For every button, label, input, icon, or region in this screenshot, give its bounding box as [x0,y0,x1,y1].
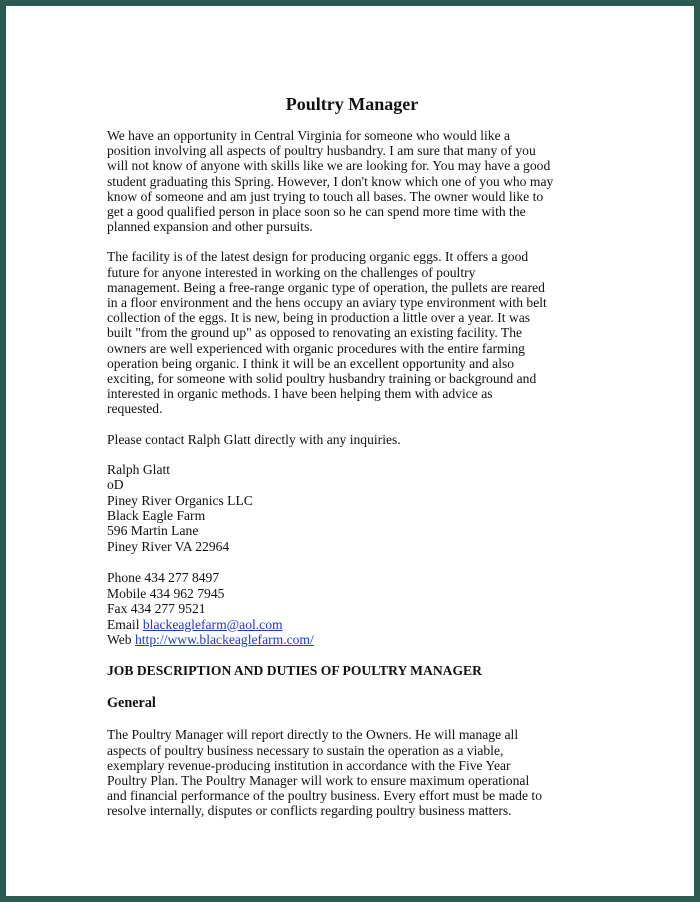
facility-line: owners are well experienced with organic procedures with the entire farming [107,340,525,356]
contact-note-text: Please contact Ralph Glatt directly with any inquiries. [107,431,401,447]
page-title: Poultry Manager [285,94,419,114]
phone-number: Phone 434 277 8497 [107,570,220,586]
general-heading: General [107,695,156,712]
general-line: Poultry Plan. The Poultry Manager will work to ensure maximum operational [107,772,530,788]
facility-line: exciting, for someone with solid poultry husbandry training or background and [107,371,537,387]
facility-line: requested. [107,401,163,417]
mailing-address [107,462,597,554]
fax-number: Fax 434 277 9521 [107,601,206,617]
intro-line: student graduating this Spring. However, I don't know which one of you who may [107,173,554,189]
facility-paragraph [107,249,597,416]
address-company: Piney River Organics LLC [107,492,253,508]
general-line: exemplary revenue-producing institution in accordance with the Five Year [107,757,511,773]
contact-details [107,570,597,647]
intro-line: know of someone and am just trying to touch all bases. The owner would like to [107,188,544,204]
email-line [107,617,597,632]
address-name: Ralph Glatt [107,461,171,477]
facility-line: The facility is of the latest design for producing organic eggs. It offers a good [107,249,529,265]
general-line: resolve internally, disputes or conflicts regarding poultry business matters. [107,803,512,819]
mobile-number: Mobile 434 962 7945 [107,585,225,601]
email-link[interactable]: blackeaglefarm@aol.com [142,616,283,632]
document-content [107,93,597,834]
web-label: Web [107,631,135,647]
general-line: The Poultry Manager will report directly to the Owners. He will manage all [107,727,519,743]
general-line: and financial performance of the poultry business. Every effort must be made to [107,788,542,804]
facility-line: collection of the eggs. It is new, being in production a little over a year. It was [107,310,531,326]
intro-line: will not know of anyone with skills like we are looking for. You may have a good [107,158,551,174]
intro-paragraph [107,128,597,234]
contact-note [107,432,597,447]
facility-line: management. Being a free-range organic type of operation, the pullets are reared [107,279,545,295]
intro-line: get a good qualified person in place soon so he can spend more time with the [107,204,526,220]
intro-line: We have an opportunity in Central Virginia for someone who would like a [107,128,511,143]
document-page [6,6,694,896]
facility-line: future for anyone interested in working on the challenges of poultry [107,264,476,280]
address-line: oD [107,477,124,493]
general-line: aspects of poultry business necessary to sustain the operation as a viable, [107,742,504,758]
job-description-heading: JOB DESCRIPTION AND DUTIES OF POULTRY MANAGER [107,663,482,679]
web-line [107,632,597,647]
facility-line: operation being organic. I think it will be an excellent opportunity and also [107,355,515,371]
intro-line: planned expansion and other pursuits. [107,219,313,235]
facility-line: built "from the ground up" as opposed to renovating an existing facility. The [107,325,523,341]
address-city: Piney River VA 22964 [107,538,230,554]
facility-line: interested in organic methods. I have been helping them with advice as [107,386,493,402]
email-label: Email [107,616,143,632]
facility-line: in a floor environment and the hens occupy an aviary type environment with belt [107,295,547,311]
address-farm: Black Eagle Farm [107,508,206,524]
address-street: 596 Martin Lane [107,523,199,539]
website-link[interactable]: http://www.blackeaglefarm.com/ [134,631,314,647]
intro-line: position involving all aspects of poultry husbandry. I am sure that many of you [107,143,536,159]
general-paragraph [107,727,597,818]
